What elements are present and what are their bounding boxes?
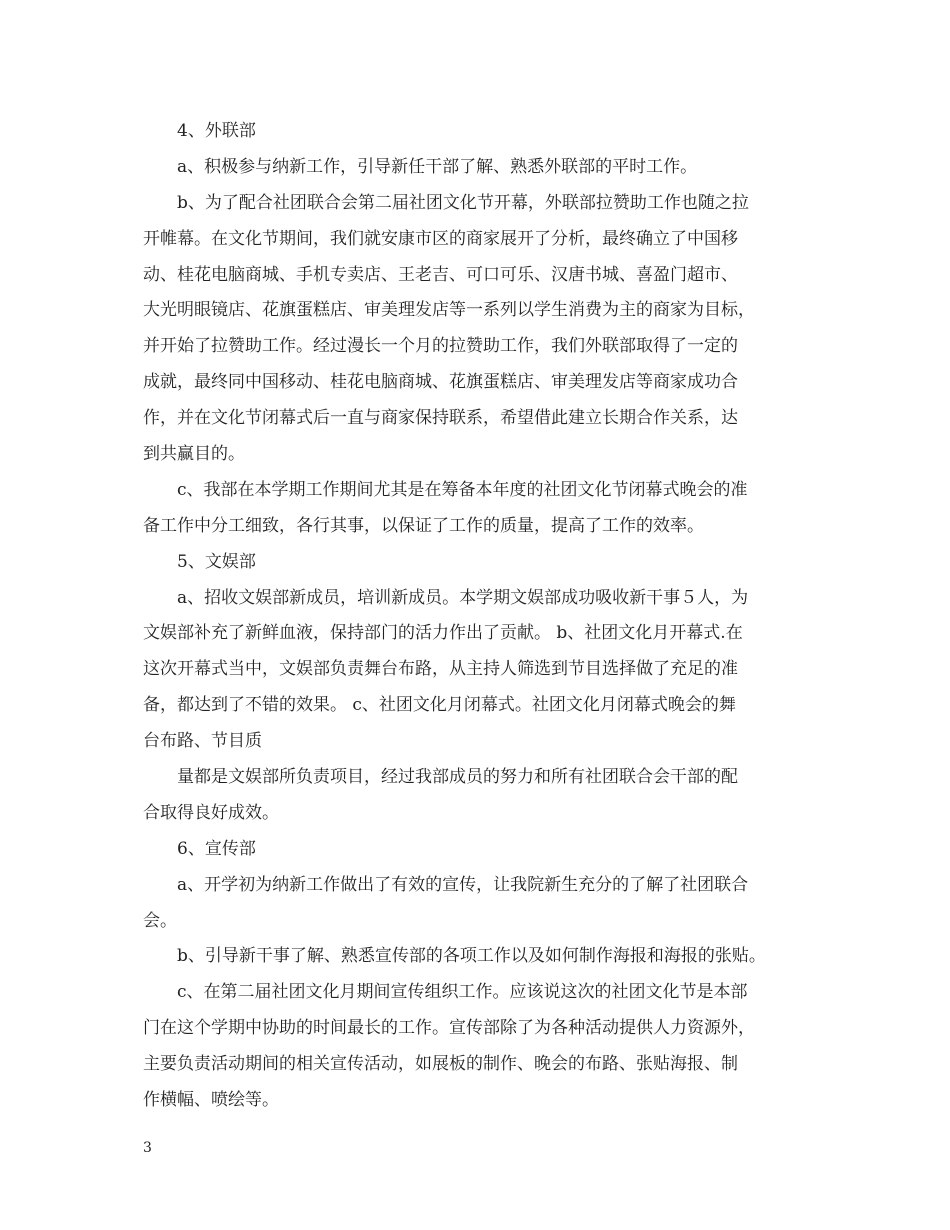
paragraph-line: 开帷幕。在文化节期间，我们就安康市区的商家展开了分析，最终确立了中国移 [143,228,738,249]
paragraph-line: a、开学初为纳新工作做出了有效的宣传，让我院新生充分的了解了社团联合 [177,874,749,895]
paragraph-line: b、引导新干事了解、熟悉宣传部的各项工作以及如何制作海报和海报的张贴。 [177,946,766,967]
paragraph-line: 到共赢目的。 [143,444,245,465]
paragraph-line: b、为了配合社团联合会第二届社团文化节开幕，外联部拉赞助工作也随之拉 [177,192,749,213]
paragraph-line: 成就，最终同中国移动、桂花电脑商城、花旗蛋糕店、审美理发店等商家成功合 [143,372,738,393]
section-heading-entertainment: 5、文娱部 [177,551,256,572]
paragraph-line: 合取得良好成效。 [143,802,279,823]
paragraph-line: 台布路、节目质 [143,731,262,752]
paragraph-line: 门在这个学期中协助的时间最长的工作。宣传部除了为各种活动提供人力资源外， [143,1018,755,1039]
paragraph-line: 备，都达到了不错的效果。 c、社团文化月闭幕式。社团文化月闭幕式晚会的舞 [143,695,736,716]
paragraph-line: 作，并在文化节闭幕式后一直与商家保持联系，希望借此建立长期合作关系，达 [143,408,738,429]
paragraph-line: a、积极参与纳新工作，引导新任干部了解、熟悉外联部的平时工作。 [177,156,698,177]
paragraph-line: 会。 [143,910,177,931]
document-body [143,114,813,1119]
paragraph-line: 文娱部补充了新鲜血液，保持部门的活力作出了贡献。 b、社团文化月开幕式.在 [143,623,743,644]
paragraph-line: c、在第二届社团文化月期间宣传组织工作。应该说这次的社团文化节是本部 [177,982,748,1003]
paragraph-line: 动、桂花电脑商城、手机专卖店、王老吉、可口可乐、汉唐书城、喜盈门超市、 [143,264,738,285]
page-number: 3 [143,1140,152,1156]
paragraph-line: c、我部在本学期工作期间尤其是在筹备本年度的社团文化节闭幕式晚会的准 [177,479,748,500]
paragraph-line: 主要负责活动期间的相关宣传活动，如展板的制作、晚会的布路、张贴海报、制 [143,1054,738,1075]
paragraph-line: 并开始了拉赞助工作。经过漫长一个月的拉赞助工作，我们外联部取得了一定的 [143,336,738,357]
section-heading-publicity: 6、宣传部 [177,838,256,859]
paragraph-line: 备工作中分工细致，各行其事，以保证了工作的质量，提高了工作的效率。 [143,515,704,536]
paragraph-line: 量都是文娱部所负责项目，经过我部成员的努力和所有社团联合会干部的配 [177,767,738,788]
paragraph-line: a、招收文娱部新成员，培训新成员。本学期文娱部成功吸收新干事５人，为 [177,587,749,608]
paragraph-line: 这次开幕式当中，文娱部负责舞台布路，从主持人筛选到节目选择做了充足的准 [143,659,738,680]
paragraph-line: 大光明眼镜店、花旗蛋糕店、审美理发店等一系列以学生消费为主的商家为目标， [143,300,755,321]
paragraph-line: 作横幅、喷绘等。 [143,1090,279,1111]
section-heading-external-relations: 4、外联部 [177,121,256,141]
